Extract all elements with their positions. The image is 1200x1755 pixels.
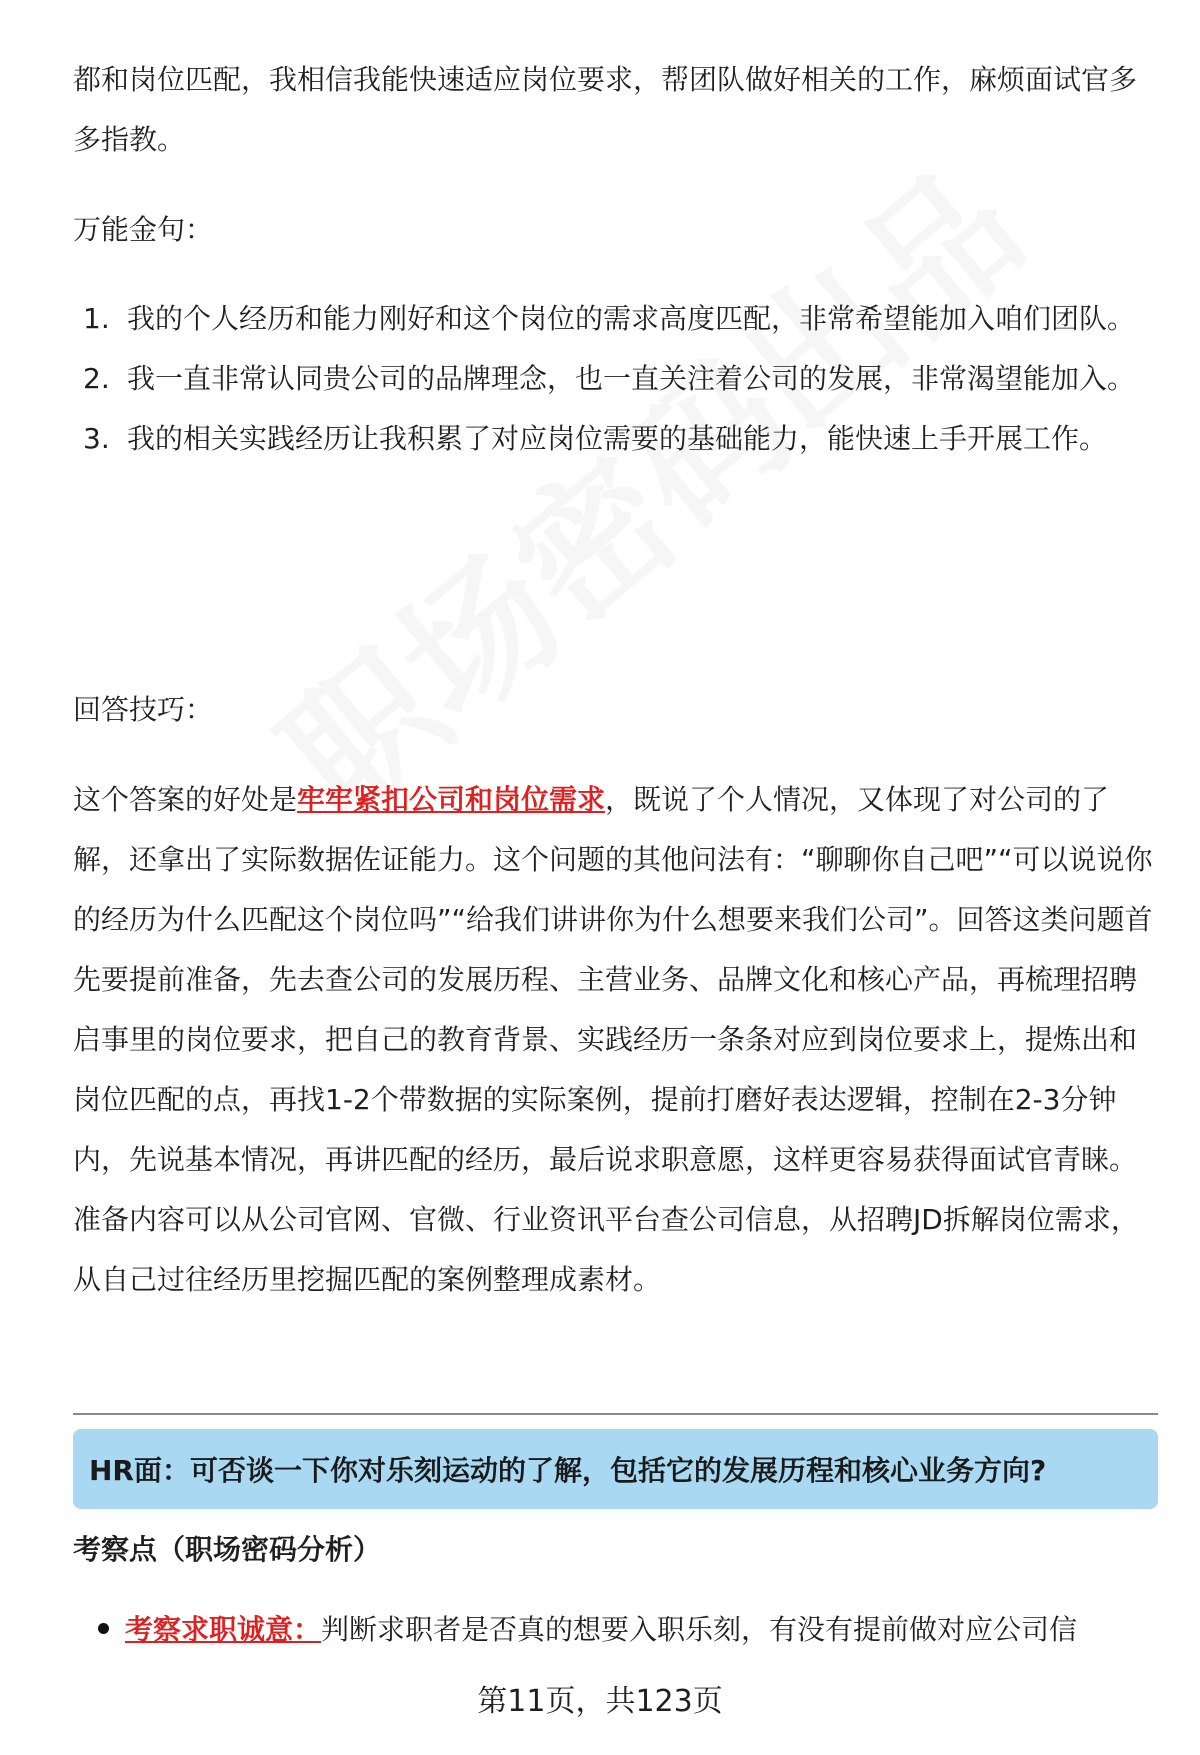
list-item <box>73 289 1158 349</box>
skills-highlight: 牢牢紧扣公司和岗位需求 <box>297 783 606 816</box>
page-footer: 第11页，共123页 <box>477 1684 723 1719</box>
list-item <box>73 409 1158 469</box>
answer-skills-paragraph <box>73 770 1158 1310</box>
list-number: 2. <box>83 362 110 395</box>
list-item <box>73 349 1158 409</box>
hr-question-box <box>73 1429 1158 1509</box>
hr-question-text: HR面：可否谈一下你对乐刻运动的了解，包括它的发展历程和核心业务方向? <box>89 1454 1047 1487</box>
list-number: 3. <box>83 422 110 455</box>
list-item-text: 我一直非常认同贵公司的品牌理念，也一直关注着公司的发展，非常渴望能加入。 <box>127 362 1136 395</box>
skills-prefix: 这个答案的好处是 <box>73 783 298 816</box>
exam-bullet-item <box>98 1600 1077 1660</box>
bullet-dot-icon <box>98 1623 109 1634</box>
list-item-text: 我的相关实践经历让我积累了对应岗位需要的基础能力，能快速上手开展工作。 <box>127 422 1108 455</box>
exam-bullet-label: 考察求职诚意： <box>125 1613 322 1646</box>
list-item-text: 我的个人经历和能力刚好和这个岗位的需求高度匹配，非常希望能加入咱们团队。 <box>127 302 1136 335</box>
intro-paragraph: 都和岗位匹配，我相信我能快速适应岗位要求，帮团队做好相关的工作，麻烦面试官多多指教。 <box>73 63 1138 156</box>
list-number: 1. <box>83 302 110 335</box>
section-divider <box>73 1413 1158 1415</box>
universal-phrases-label: 万能金句： <box>73 213 214 246</box>
skills-suffix: ，既说了个人情况，又体现了对公司的了解，还拿出了实际数据佐证能力。这个问题的其他问法有：“聊聊你自己吧”“可以说说你的经历为什么匹配这个岗位吗”“给我们讲讲你为什么想要来我们公司”。回答这类问题首先要提前准备，先去查公司的发展历程、主营业务、品牌文化和核心产品，再梳理招聘启事里的岗位要求，把自己的教育背景、实践经历一条条对应到岗位要求上，提炼出和岗位匹配的点，再找1-2个带数据的实际案例，提前打磨好表达逻辑，控制在2-3分钟内，先说基本情况，再讲匹配的经历，最后说求职意愿，这样更容易获得面试官青睐。准备内容可以从公司官网、官微、行业资讯平台查公司信息，从招聘JD拆解岗位需求，从自己过往经历里挖掘匹配的案例整理成素材。 <box>73 783 1153 1296</box>
answer-skills-label: 回答技巧： <box>73 693 214 726</box>
exam-bullet-text: 判断求职者是否真的想要入职乐刻，有没有提前做对应公司信 <box>321 1613 1078 1646</box>
exam-points-title: 考察点（职场密码分析） <box>73 1533 382 1566</box>
watermark <box>230 111 1058 855</box>
universal-phrases-list <box>73 289 1158 469</box>
